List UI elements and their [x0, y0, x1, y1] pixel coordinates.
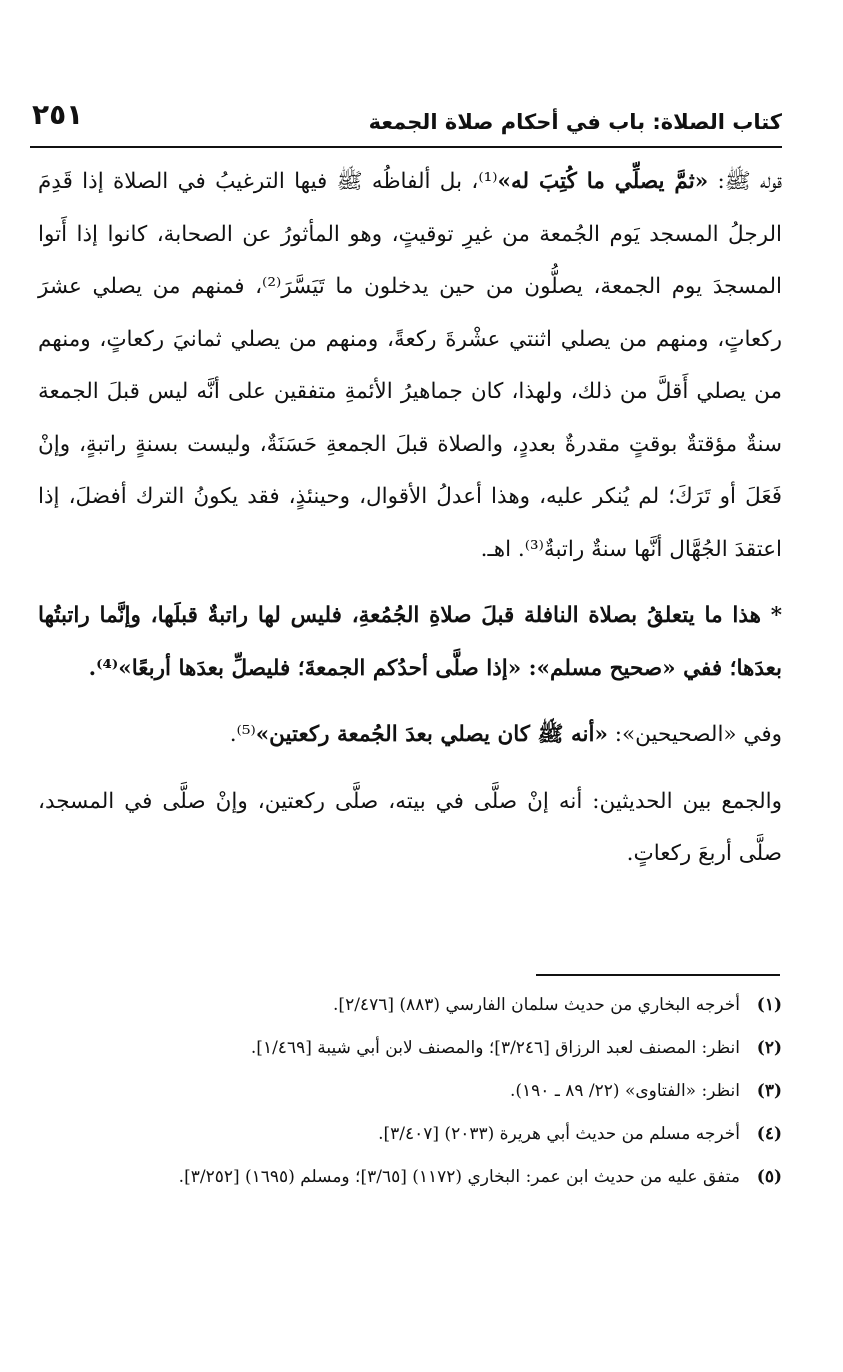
paragraph-1 — [38, 156, 782, 576]
footnote-text: متفق عليه من حديث ابن عمر: البخاري (١١٧٢) [٣/٦٥]؛ ومسلم (١٦٩٥) [٣/٢٥٢]. — [178, 1167, 740, 1187]
footnote-number: (٥) — [756, 1167, 782, 1187]
footnote-text: أخرجه مسلم من حديث أبي هريرة (٢٠٣٣) [٣/٤٠٧]. — [378, 1124, 740, 1144]
header-rule — [30, 146, 782, 148]
page-number: ٢٥١ — [32, 98, 84, 131]
footnote — [38, 1070, 782, 1113]
footnote-rule — [536, 974, 780, 976]
footnote-number: (٢) — [756, 1038, 782, 1058]
footnote — [38, 1027, 782, 1070]
footnote-text: انظر: «الفتاوى» (٢٢/ ٨٩ ـ ١٩٠). — [510, 1081, 740, 1101]
footnote — [38, 984, 782, 1027]
paragraph-1-text: ⁽¹⁾، بل ألفاظُه ﷺ فيها الترغيبُ في الصلاة إذا قَدِمَ الرجلُ المسجد يَوم الجُمعة من غيرِ توقيتٍ، وهو المأثورُ عن الصحابة، كانوا إذا أَتوا المسجدَ يوم الجمعة، يصلُّون من حين يدخلون ما تَيَسَّرَ⁽²⁾، فمنهم من يصلي عشرَ ركعاتٍ، ومنهم من يصلي اثنتي عشْرةَ ركعةً، ومنهم من يصلي ثمانيَ ركعاتٍ، ومنهم من يصلي أَقلَّ من ذلك، ولهذا، كان جماهيرُ الأئمةِ متفقين على أنَّه ليس قبلَ الجمعة سنةٌ مؤقتةٌ بوقتٍ مقدرةٌ بعددٍ، والصلاة قبلَ الجمعةِ حَسَنَةٌ، وليست بسنةٍ راتبةٍ، وإنْ فَعَلَ أو تَرَكَ؛ لم يُنكر عليه، وهذا أعدلُ الأقوال، وحينئذٍ، فقد يكونُ الترك أفضلَ، إذا اعتقدَ الجُهَّال أنَّها سنةٌ راتبةٌ⁽³⁾. اهـ. — [38, 169, 782, 562]
hadith-quote-2: «أنه ﷺ كان يصلي بعدَ الجُمعة ركعتين» — [255, 722, 608, 747]
paragraph-3 — [38, 709, 782, 762]
footnote-number: (٤) — [756, 1124, 782, 1144]
footnote-text: أخرجه البخاري من حديث سلمان الفارسي (٨٨٣) [٢/٤٧٦]. — [333, 995, 740, 1015]
footnote-number: (٣) — [756, 1081, 782, 1101]
paragraph-1-intro: قوله ﷺ: — [708, 169, 783, 194]
main-text — [38, 156, 782, 895]
paragraph-3-intro: وفي «الصحيحين»: — [607, 722, 782, 747]
paragraph-3-text: ⁽⁵⁾. — [229, 722, 256, 747]
paragraph-4: والجمع بين الحديثين: أنه إنْ صلَّى في بيته، صلَّى ركعتين، وإنْ صلَّى في المسجد، صلَّى أربعَ ركعاتٍ. — [38, 788, 782, 866]
footnote — [38, 1113, 782, 1156]
footnote — [38, 1156, 782, 1199]
footnote-text: انظر: المصنف لعبد الرزاق [٣/٢٤٦]؛ والمصنف لابن أبي شيبة [١/٤٦٩]. — [250, 1038, 740, 1058]
page-header — [30, 96, 782, 140]
footnote-number: (١) — [756, 995, 782, 1015]
paragraph-2: * هذا ما يتعلقُ بصلاة النافلة قبلَ صلاةِ الجُمُعةِ، فليس لها راتبةٌ قبلَها، وإنَّما راتبتُها بعدَها؛ ففي «صحيح مسلم»: «إذا صلَّى أحدُكم الجمعةَ؛ فليصلِّ بعدَها أربعًا»⁽⁴⁾. — [38, 603, 782, 681]
hadith-quote-1: «ثمَّ يصلِّي ما كُتِبَ له» — [497, 169, 709, 194]
footnotes — [38, 984, 782, 1199]
running-title: كتاب الصلاة: باب في أحكام صلاة الجمعة — [368, 110, 782, 134]
